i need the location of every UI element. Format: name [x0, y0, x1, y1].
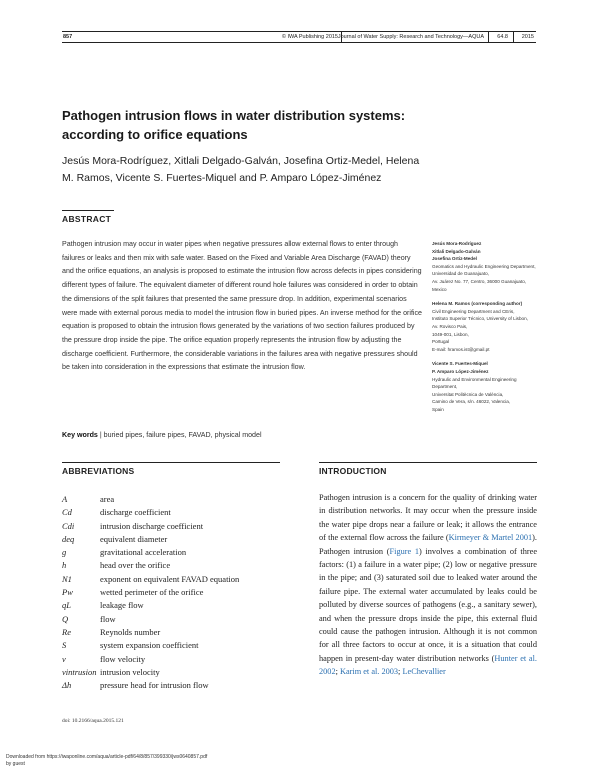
- abbreviation-row: [62, 587, 292, 600]
- abbreviation-row: [62, 640, 292, 653]
- abbreviation-symbol: Q: [62, 613, 69, 624]
- volume: 64.8: [497, 34, 508, 40]
- download-by: by guest: [6, 760, 25, 767]
- affiliation-block: [432, 360, 572, 413]
- abbreviation-symbol: qL: [62, 600, 71, 611]
- running-header: [62, 31, 536, 43]
- abbreviations-list: [62, 494, 292, 693]
- affiliation-line: Av. Rovisco Pais,: [432, 323, 468, 329]
- abbreviation-symbol: Cd: [62, 507, 72, 518]
- citation-link[interactable]: Hunter et al. 2002: [319, 653, 537, 677]
- abbreviation-row: [62, 614, 292, 627]
- download-url[interactable]: Downloaded from https://iwaponline.com/aqua/article-pdf/64/8/857/399330/jws0640857.pdf: [6, 754, 208, 760]
- introduction-heading: INTRODUCTION: [319, 462, 537, 476]
- intro-text: ). Pathogen intrusion (: [319, 533, 537, 556]
- abbreviation-row: [62, 507, 292, 520]
- abbreviation-row: [62, 521, 292, 534]
- affiliation-line: Camino de Vera, s/n. 46022, Valencia,: [432, 399, 511, 405]
- abbreviation-symbol: Δh: [62, 680, 72, 691]
- abstract-text: Pathogen intrusion may occur in water pipes when negative pressures allow external flows to enter through failures or leaks and then mix with safe water. Based on the Fixed and Variable Area Discharge (FAVAD) theory and the orifice equations, an analysis is proposed to estimate the intrusion flow across defects in pipes considering different types of failure. The equivalent diameter of different round hole failures was considered in order to obtain the dimensions of the split failures that presented the same pressure drop. In addition, experimental scenarios were made with external porous media to model the intrusion flow in buried pipes. An inverse method for the orifice equation is proposed to obtain the intrusion flows generated by the variations of two section failures produced by the pressure drop inside the pipe. The orifice equation properly represents the intrusion flow by adjusting the discharge coefficient. Furthermore, the considerable variations in the failures area with negative pressures should be taken into consideration in the expressions that estimate the intrusion flow.: [62, 240, 423, 372]
- affiliation-line: Av. Juárez No. 77, Centro, 36000 Guanajuato,: [432, 278, 527, 284]
- citation-link[interactable]: Kirmeyer & Martel 2001: [448, 533, 533, 543]
- figure-link[interactable]: Figure 1: [389, 546, 420, 556]
- affiliation-name: Jesús Mora-Rodríguez: [432, 241, 482, 246]
- affiliation-line: Hydraulic and Environmental Engineering: [432, 376, 517, 382]
- keywords-label: Key words: [62, 431, 98, 439]
- affiliation-line: Universitat Politècnica de València,: [432, 391, 504, 397]
- abbreviation-row: [62, 560, 292, 573]
- abbreviation-symbol: deq: [62, 533, 75, 544]
- affiliation-line: Civil Engineering Department and CEris,: [432, 308, 515, 314]
- affiliation-name: P. Amparo López-Jiménez: [432, 368, 489, 374]
- abbreviation-symbol: Pw: [62, 587, 73, 598]
- publisher: © IWA Publishing 2015: [281, 34, 338, 40]
- intro-text: ;: [335, 667, 340, 677]
- affiliation-email[interactable]: E-mail: hramos.ist@gmail.pt: [432, 346, 490, 352]
- citation-link[interactable]: LeChevallier: [402, 667, 446, 677]
- year: 2015: [521, 34, 534, 40]
- affiliation-block: [432, 240, 572, 293]
- abbreviation-definition: head over the orifice: [100, 560, 171, 571]
- abbreviation-symbol: g: [62, 547, 67, 558]
- citation-link[interactable]: Karim et al. 2003: [339, 667, 399, 677]
- keywords-list: | buried pipes, failure pipes, FAVAD, physical model: [99, 431, 262, 439]
- affiliation-line: Geomatics and Hydraulic Engineering Department,: [432, 263, 536, 269]
- affiliation-line: Portugal: [432, 339, 450, 345]
- abbreviation-row: [62, 600, 292, 613]
- abbreviation-row: [62, 680, 292, 693]
- abbreviation-row: [62, 667, 292, 680]
- download-notice: [6, 754, 207, 767]
- affiliation-line: 1049-001, Lisbon,: [432, 331, 469, 337]
- abbreviation-row: [62, 547, 292, 560]
- abbreviation-definition: exponent on equivalent FAVAD equation: [100, 573, 240, 584]
- abbreviation-symbol: h: [62, 560, 67, 571]
- abbreviation-definition: flow: [100, 613, 116, 624]
- abbreviation-row: [62, 654, 292, 667]
- abbreviation-definition: flow velocity: [100, 653, 146, 664]
- abbreviation-definition: wetted perimeter of the orifice: [100, 587, 204, 598]
- abbreviation-symbol: vintrusion: [62, 666, 97, 677]
- abbreviation-symbol: N1: [62, 573, 72, 584]
- abbreviation-row: [62, 494, 292, 507]
- affiliation-line: Spain: [432, 406, 444, 412]
- keywords: [62, 431, 422, 439]
- abbreviation-row: [62, 534, 292, 547]
- affiliation-name: Helena M. Ramos (corresponding author): [432, 301, 523, 307]
- affiliation-name: Josefina Ortiz-Medel: [432, 256, 477, 262]
- abbreviation-symbol: Re: [62, 626, 71, 637]
- abbreviation-row: [62, 627, 292, 640]
- affiliation-line: Department,: [432, 384, 458, 390]
- affiliation-line: Instituto Superior Técnico, University of Lisbon,: [432, 316, 528, 322]
- abbreviation-definition: pressure head for intrusion flow: [100, 680, 209, 691]
- introduction-text: [319, 491, 537, 679]
- abbreviation-definition: system expansion coefficient: [100, 640, 199, 651]
- page-number: 857: [63, 34, 73, 40]
- intro-text: ) involves a combination of three factors: (1) a failure in a water pipe; (2) low or negative pressure in the pipe; and (3) saturated soil due to leaked water around the failure pipe. The external water accumulated by leaks could be polluted by diverse sources of pathogens (e.g., a sanitary sewer), and when the pressure drops inside the pipe, this external fluid could cause the pathogen intrusion. Although it is not common for all three factors to occur at once, it is a situation that could happen in present-day water distribution networks (: [319, 546, 537, 663]
- abbreviation-symbol: S: [62, 640, 67, 651]
- abbreviation-symbol: Cdi: [62, 520, 75, 531]
- affiliation-name: Xitlali Delgado-Galván: [432, 248, 481, 254]
- abbreviations-heading: ABBREVIATIONS: [62, 462, 280, 476]
- paper-title: Pathogen intrusion flows in water distribution systems: according to orifice equations: [62, 108, 406, 142]
- affiliation-block: [432, 300, 572, 353]
- journal-name: Journal of Water Supply: Research and Technology—AQUA: [337, 34, 484, 40]
- abbreviation-definition: leakage flow: [100, 600, 144, 611]
- abbreviation-definition: Reynolds number: [100, 626, 161, 637]
- abbreviation-definition: discharge coefficient: [100, 507, 171, 518]
- doi[interactable]: doi: 10.2166/aqua.2015.121: [62, 718, 124, 724]
- abstract-heading: ABSTRACT: [62, 210, 114, 224]
- abbreviation-definition: area: [100, 494, 115, 504]
- abbreviation-row: [62, 574, 292, 587]
- affiliation-line: Mexico: [432, 286, 447, 292]
- abbreviation-symbol: v: [62, 653, 66, 664]
- affiliation-name: Vicente S. Fuertes-Miquel: [432, 361, 488, 367]
- abbreviation-definition: intrusion velocity: [100, 666, 160, 677]
- abbreviation-symbol: A: [62, 494, 68, 504]
- affiliations: [432, 240, 572, 420]
- intro-text: ;: [398, 667, 403, 677]
- intro-text: Pathogen intrusion is a concern for the quality of drinking water in distribution networks. It may occur when the pressure inside the water pipe drops near a failure or leak; it allows the entrance of the external flow across the failure (: [319, 493, 537, 543]
- abbreviation-definition: gravitational acceleration: [100, 547, 187, 558]
- abbreviation-definition: intrusion discharge coefficient: [100, 520, 204, 531]
- abbreviation-definition: equivalent diameter: [100, 533, 168, 544]
- affiliation-line: Universidad de Guanajuato,: [432, 271, 489, 277]
- author-list: Jesús Mora-Rodríguez, Xitlali Delgado-Galván, Josefina Ortiz-Medel, Helena M. Ramos, Vicente S. Fuertes-Miquel and P. Amparo López-Jiménez: [62, 155, 420, 184]
